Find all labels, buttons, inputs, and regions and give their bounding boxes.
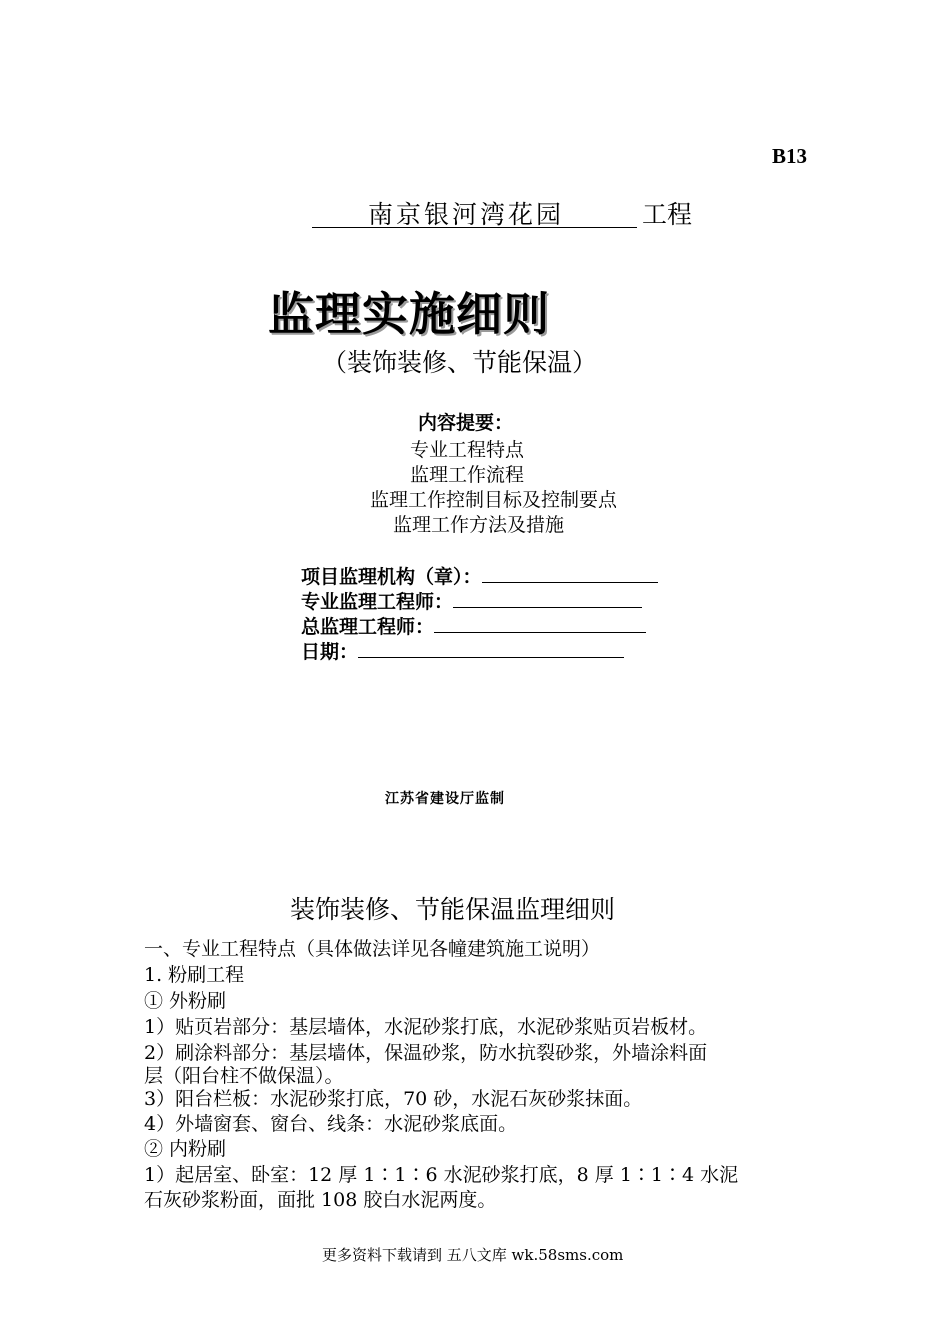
signature-blank — [434, 614, 646, 633]
signature-label: 项目监理机构（章）： — [301, 566, 482, 588]
body-line: 石灰砂浆粉面，面批 108 胶白水泥两度。 — [144, 1189, 497, 1211]
project-name-underline — [312, 227, 637, 228]
signature-label: 专业监理工程师： — [301, 591, 454, 613]
body-line: 层（阳台柱不做保温）。 — [144, 1065, 344, 1087]
footer-note: 更多资料下载请到 五八文库 wk.58sms.com — [322, 1246, 624, 1264]
signature-row-date — [301, 637, 624, 664]
body-line: 1）起居室、卧室：12 厚 1∶1∶6 水泥砂浆打底，8 厚 1∶1∶4 水泥 — [144, 1164, 739, 1186]
document-code: B13 — [772, 144, 808, 168]
body-line: 1. 粉刷工程 — [144, 964, 245, 986]
body-line: 1）贴页岩部分：基层墙体，水泥砂浆打底，水泥砂浆贴页岩板材。 — [144, 1016, 708, 1038]
signature-row-specialist — [301, 587, 642, 614]
project-name: 南京银河湾花园 — [368, 200, 565, 229]
project-suffix: 工程 — [642, 200, 693, 229]
body-line: 一、专业工程特点（具体做法详见各幢建筑施工说明） — [144, 938, 601, 960]
signature-blank — [482, 564, 658, 583]
body-line: ② 内粉刷 — [144, 1138, 227, 1160]
signature-label: 日期： — [301, 641, 359, 663]
main-title: 监理实施细则 — [268, 287, 550, 341]
section-title: 装饰装修、节能保温监理细则 — [290, 895, 616, 924]
signature-row-chief — [301, 612, 646, 639]
body-line: 3）阳台栏板：水泥砂浆打底，70 砂，水泥石灰砂浆抹面。 — [144, 1088, 643, 1110]
summary-item: 专业工程特点 — [410, 439, 525, 461]
body-line: 4）外墙窗套、窗台、线条：水泥砂浆底面。 — [144, 1113, 518, 1135]
summary-title: 内容提要： — [418, 412, 514, 434]
signature-blank — [358, 639, 624, 658]
subtitle: （装饰装修、节能保温） — [322, 348, 598, 377]
signature-blank — [453, 589, 642, 608]
signature-row-agency — [301, 562, 658, 589]
summary-item: 监理工作方法及措施 — [393, 514, 565, 536]
body-line: 2）刷涂料部分：基层墙体，保温砂浆，防水抗裂砂浆，外墙涂料面 — [144, 1042, 708, 1064]
issuer: 江苏省建设厅监制 — [385, 791, 505, 807]
summary-item: 监理工作流程 — [410, 464, 525, 486]
body-line: ① 外粉刷 — [144, 990, 227, 1012]
summary-item: 监理工作控制目标及控制要点 — [370, 489, 618, 511]
signature-label: 总监理工程师： — [301, 616, 435, 638]
